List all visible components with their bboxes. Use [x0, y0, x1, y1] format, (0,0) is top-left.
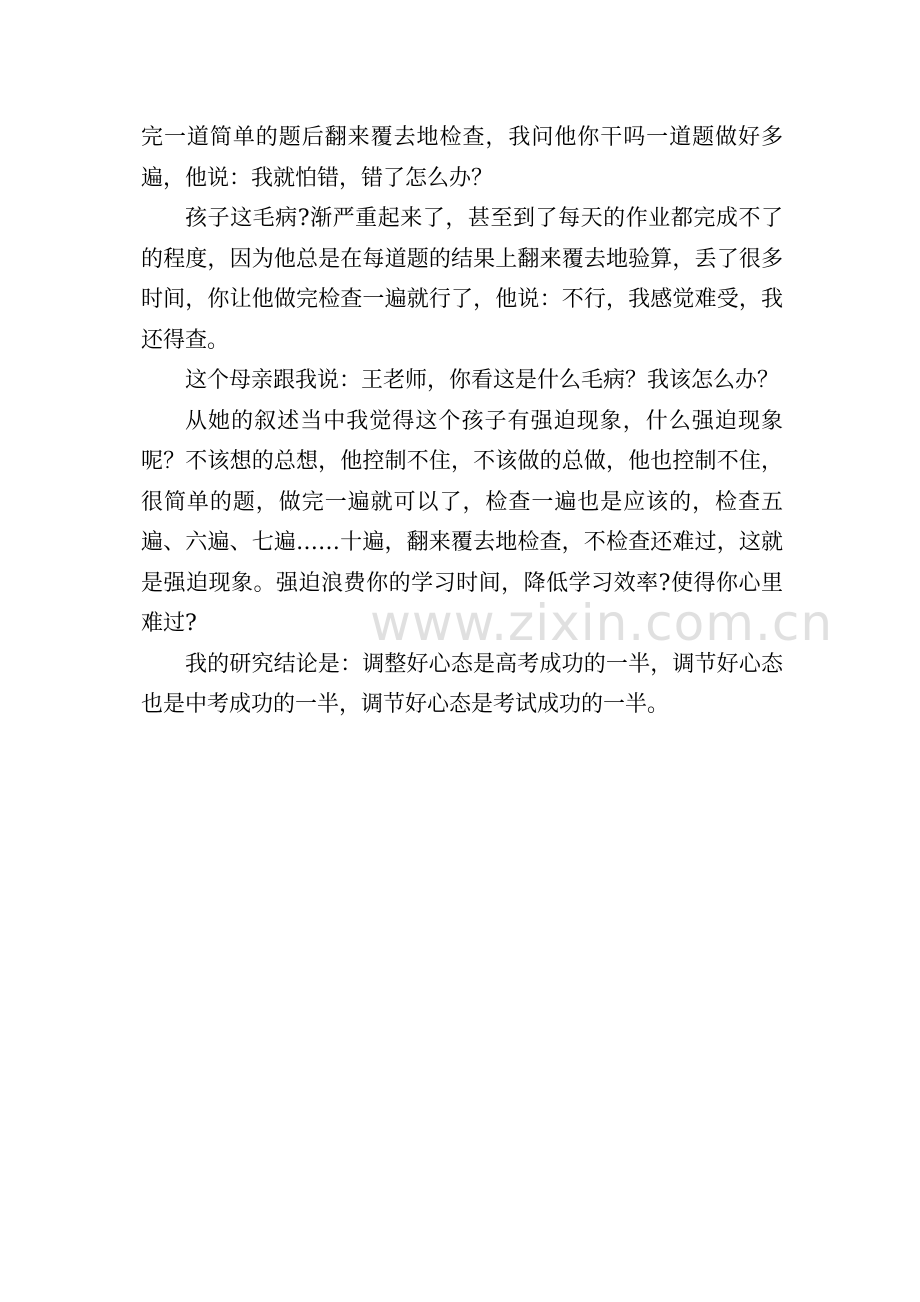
document-body — [141, 118, 783, 726]
paragraph-compulsion-explanation: 从她的叙述当中我觉得这个孩子有强迫现象，什么强迫现象呢？不该想的总想，他控制不住，不该做的总做，他也控制不住，很简单的题，做完一遍就可以了，检查一遍也是应该的，检查五遍、六遍、七遍……十遍，翻来覆去地检查，不检查还难过，这就是强迫现象。强迫浪费你的学习时间，降低学习效率?使得你心里难过? — [141, 408, 783, 636]
paragraph-continuation: 完一道简单的题后翻来覆去地检查，我问他你干吗一道题做好多遍，他说：我就怕错，错了怎么办？ — [141, 125, 783, 191]
paragraph-child-problem: 孩子这毛病?渐严重起来了，甚至到了每天的作业都完成不了的程度，因为他总是在每道题的结果上翻来覆去地验算，丢了很多时间，你让他做完检查一遍就行了，他说：不行，我感觉难受，我还得查。 — [141, 206, 783, 353]
paragraph-research-conclusion: 我的研究结论是：调整好心态是高考成功的一半，调节好心态也是中考成功的一半，调节好心态是考试成功的一半。 — [141, 651, 783, 717]
watermark-logo: www.zixin.com.cn — [370, 594, 834, 652]
paragraph-mother-question: 这个母亲跟我说：王老师，你看这是什么毛病？我该怎么办？ — [185, 368, 780, 393]
